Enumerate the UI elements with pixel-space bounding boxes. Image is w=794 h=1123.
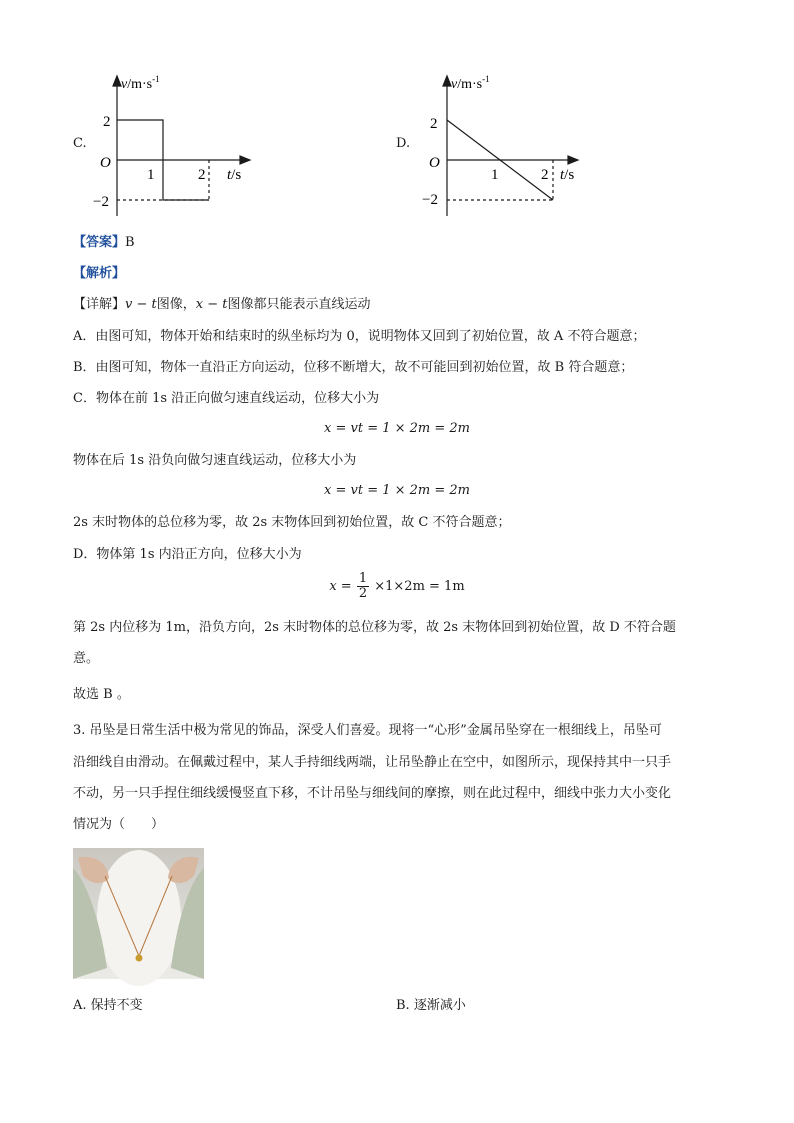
y-axis-arrow [113, 76, 121, 86]
option-a[interactable]: A. 保持不变 [73, 998, 143, 1013]
formula-3 [0, 572, 794, 601]
q3-line-4: 情况为（ ） [73, 817, 165, 832]
formula-3-left: x = [329, 579, 352, 594]
x-axis-arrow [240, 156, 250, 164]
y-axis-label: $v/m\cdot s^{-1}$ [121, 74, 160, 92]
x-tick-1: 1 [147, 167, 155, 183]
graph-c [95, 68, 265, 223]
fraction-numerator: 1 [358, 571, 368, 586]
formula-1: x = vt = 1 × 2m = 2m [324, 421, 470, 436]
detail-rest: 图像都只能表示直线运动 [227, 297, 371, 312]
line-b: B．由图可知，物体一直沿正方向运动，位移不断增大，故不可能回到初始位置，故 B 符合题意； [73, 360, 634, 375]
x-axis-label: t/s [227, 167, 242, 183]
pendant-photo [73, 848, 204, 979]
origin-label: O [100, 155, 111, 171]
answer-value: B [125, 235, 135, 250]
option-c-label: C. [73, 136, 87, 151]
x-axis-arrow [568, 156, 578, 164]
y-axis-label: $v/m\cdot s^{-1}$ [451, 74, 490, 92]
vt-expr: v − t [125, 297, 157, 312]
y-tick-neg2: −2 [93, 194, 109, 210]
y-tick-2: 2 [103, 114, 111, 130]
q3-line-1: 3. 吊坠是日常生活中极为常见的饰品，深受人们喜爱。现将一“心形”金属吊坠穿在一根细线上，吊坠可 [73, 723, 662, 738]
origin-label: O [429, 155, 440, 171]
q3-line-2: 沿细线自由滑动。在佩戴过程中，某人手持细线两端，让吊坠静止在空中，如图所示，现保持其中一只手 [73, 755, 672, 770]
fraction-denominator: 2 [358, 586, 368, 601]
line-choose: 故选 B 。 [73, 687, 130, 702]
line-d-end-2: 意。 [73, 651, 100, 666]
detail-line [73, 296, 371, 314]
line-c-back: 物体在后 1s 沿负向做匀速直线运动，位移大小为 [73, 453, 357, 468]
line-c: C．物体在前 1s 沿正向做匀速直线运动，位移大小为 [73, 391, 380, 406]
y-tick-neg2: −2 [422, 192, 438, 208]
x-tick-2: 2 [198, 167, 206, 183]
x-tick-1: 1 [491, 167, 499, 183]
line-a: A．由图可知，物体开始和结束时的纵坐标均为 0，说明物体又回到了初始位置，故 A 不符合题意； [73, 329, 646, 344]
line-c-end: 2s 末时物体的总位移为零，故 2s 末物体回到初始位置，故 C 不符合题意； [73, 515, 511, 530]
option-b[interactable]: B. 逐渐减小 [396, 998, 466, 1013]
formula-2: x = vt = 1 × 2m = 2m [324, 483, 470, 498]
analysis-label: 【解析】 [73, 266, 126, 281]
q3-line-3: 不动，另一只手捏住细线缓慢竖直下移，不计吊坠与细线间的摩擦，则在此过程中，细线中张力大小变化 [73, 786, 672, 801]
y-tick-2: 2 [430, 116, 438, 132]
detail-mid: 图像， [156, 297, 196, 312]
x-tick-2: 2 [541, 167, 549, 183]
answer-label: 【答案】 [73, 235, 126, 250]
line-d-end-1: 第 2s 内位移为 1m，沿负方向，2s 末时物体的总位移为零，故 2s 末物体回到初始位置，故 D 不符合题 [73, 620, 676, 635]
y-axis-arrow [443, 76, 451, 86]
x-axis-label: t/s [560, 167, 575, 183]
line-d: D．物体第 1s 内沿正方向，位移大小为 [73, 547, 302, 562]
answer-line [73, 234, 135, 252]
option-d-label: D. [396, 136, 411, 151]
detail-label: 【详解】 [73, 297, 126, 312]
analysis-line [73, 265, 125, 283]
graph-d [422, 68, 595, 223]
xt-expr: x − t [195, 297, 228, 312]
fraction-half [357, 572, 369, 601]
pendant-photo-image [73, 848, 204, 979]
formula-3-right: ×1×2m = 1m [374, 579, 465, 594]
